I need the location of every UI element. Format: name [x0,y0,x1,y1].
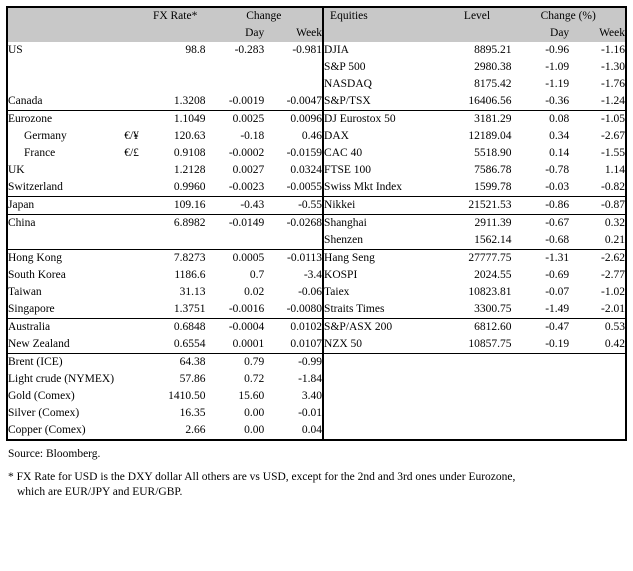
notes-block [8,447,618,501]
row-fx-week: -0.0268 [264,215,323,233]
row-pair [118,371,144,388]
header-blank-level-2 [443,25,512,42]
row-name [7,76,118,93]
row-name: Japan [7,197,118,215]
row-level: 1599.78 [474,181,512,194]
row-eq-week: 0.32 [569,215,626,233]
row-fx-week: 0.0324 [290,164,323,177]
table-row [7,128,626,145]
row-level: 8895.21 [474,44,512,57]
row-equity: FTSE 100 [323,162,443,179]
row-fx-rate: 1410.50 [168,390,206,403]
row-fx-rate [145,59,206,76]
row-fx-week: 0.0107 [290,338,323,351]
row-eq-week: -2.01 [569,301,626,319]
row-pair [118,93,144,111]
header-equities: Equities [323,7,443,25]
row-pair [118,354,144,372]
row-pair: €/¥ [124,130,139,143]
table-row [7,371,626,388]
header-level: Level [443,7,512,25]
footnote-line-2: which are EUR/JPY and EUR/GBP. [17,486,183,499]
row-fx-day: 0.72 [244,373,265,386]
row-fx-day: -0.0023 [228,181,265,194]
row-equity [323,388,443,405]
row-level: 6812.60 [443,319,512,337]
row-eq-day: -0.68 [545,234,570,247]
row-name: Germany [7,128,118,145]
table-body [7,42,626,440]
table-row [7,405,626,422]
row-equity: NASDAQ [323,76,443,93]
row-fx-week: -0.06 [298,286,323,299]
row-level: 5518.90 [474,147,512,160]
row-fx-day: -0.283 [234,44,265,57]
row-pair [118,76,144,93]
row-equity [323,354,443,372]
row-pair [118,284,144,301]
row-fx-week: 3.40 [301,390,323,403]
row-pair [118,301,144,319]
row-eq-day: -0.19 [545,338,570,351]
table-row [7,284,626,301]
row-equity: DAX [323,128,443,145]
row-name: Eurozone [7,111,118,129]
row-equity: KOSPI [323,267,443,284]
header-eq-day: Day [511,25,569,42]
header-blank-fx-2 [145,25,206,42]
row-eq-day [511,371,569,388]
row-fx-rate: 1.3208 [173,95,206,108]
row-fx-day [206,232,265,250]
row-pair: €/£ [124,147,139,160]
row-name: Gold (Comex) [7,388,118,405]
row-eq-week [569,422,626,440]
row-fx-day: -0.0004 [206,319,265,337]
row-level [443,422,512,440]
row-eq-day: 0.14 [549,147,570,160]
row-equity: Straits Times [323,301,443,319]
row-equity: CAC 40 [323,145,443,162]
row-eq-week [569,388,626,405]
row-eq-day [511,388,569,405]
row-fx-day: 0.0005 [206,250,265,268]
row-fx-week: -0.0080 [286,303,323,316]
row-name: Australia [7,319,118,337]
row-fx-week: -0.0055 [286,181,323,194]
row-level: 27777.75 [443,250,512,268]
row-equity [323,371,443,388]
row-level: 2024.55 [474,269,512,282]
row-fx-day: -0.0016 [228,303,265,316]
table-row [7,162,626,179]
row-fx-day [206,59,265,76]
row-name: Taiwan [7,284,118,301]
header-row-2 [7,25,626,42]
row-fx-week [264,232,323,250]
market-data-page [0,6,633,571]
row-name: China [7,215,118,233]
row-level [443,371,512,388]
header-change: Change [206,7,324,25]
row-fx-day: 0.0027 [232,164,265,177]
row-fx-rate: 98.8 [185,44,206,57]
row-pair [118,388,144,405]
row-fx-rate: 0.6554 [173,338,206,351]
row-name: South Korea [7,267,118,284]
row-fx-day: 0.79 [206,354,265,372]
row-name: France [7,145,118,162]
row-name: US [7,42,118,59]
row-eq-week: -0.82 [569,179,626,197]
row-eq-day [511,354,569,372]
row-fx-day: 0.00 [206,422,265,440]
header-blank-eq-2 [323,25,443,42]
row-eq-week: 0.53 [569,319,626,337]
row-fx-rate: 16.35 [179,407,206,420]
row-eq-week: 1.14 [569,162,626,179]
row-fx-rate: 7.8273 [145,250,206,268]
header-week: Week [264,25,323,42]
row-eq-day: -0.67 [511,215,569,233]
row-name: UK [7,162,118,179]
header-blank-pair-2 [118,25,144,42]
row-level: 21521.53 [443,197,512,215]
row-eq-week [569,405,626,422]
row-level: 2911.39 [443,215,512,233]
row-fx-rate [145,232,206,250]
row-level: 7586.78 [474,164,512,177]
row-fx-rate: 1.3751 [173,303,206,316]
row-name: Copper (Comex) [7,422,118,440]
table-row [7,145,626,162]
row-pair [118,111,144,129]
row-level: 2980.38 [474,61,512,74]
header-blank-name [7,7,118,25]
row-eq-week: 0.21 [569,232,626,250]
row-eq-week: -1.02 [569,284,626,301]
table-row [7,93,626,111]
row-eq-week: -1.76 [569,76,626,93]
row-fx-week: 0.04 [264,422,323,440]
row-eq-day: -0.36 [545,95,570,108]
row-level: 16406.56 [468,95,512,108]
row-eq-day: -0.07 [545,286,570,299]
row-fx-day: 0.02 [244,286,265,299]
row-name: Switzerland [7,179,118,197]
source-note: Source: Bloomberg. [8,448,101,460]
row-eq-week: -0.87 [569,197,626,215]
row-fx-week: 0.0096 [264,111,323,129]
row-equity: DJ Eurostox 50 [323,111,443,129]
row-equity [323,422,443,440]
row-fx-week: -0.99 [264,354,323,372]
row-eq-week: 0.42 [569,336,626,354]
row-equity: Swiss Mkt Index [323,179,443,197]
row-equity: DJIA [323,42,443,59]
row-name: Hong Kong [7,250,118,268]
row-eq-day [511,422,569,440]
row-eq-week: -2.77 [569,267,626,284]
row-name: Light crude (NYMEX) [7,371,118,388]
row-name: Canada [7,93,118,111]
row-fx-day: -0.43 [206,197,265,215]
row-fx-day: 15.60 [238,390,265,403]
row-fx-rate: 6.8982 [145,215,206,233]
row-fx-rate: 0.9960 [173,181,206,194]
row-pair [118,59,144,76]
row-eq-week [569,371,626,388]
row-name: Brent (ICE) [7,354,118,372]
row-eq-day: -0.03 [545,181,570,194]
row-pair [118,319,144,337]
row-fx-rate: 0.9108 [173,147,206,160]
table-row [7,267,626,284]
table-row [7,59,626,76]
row-equity: Shanghai [323,215,443,233]
row-fx-day: 0.0001 [232,338,265,351]
header-blank-pair [118,7,144,25]
header-row-1 [7,7,626,25]
row-eq-week: -1.16 [569,42,626,59]
table-row [7,232,626,250]
row-pair [118,42,144,59]
row-level: 12189.04 [468,130,512,143]
row-level: 1562.14 [474,234,512,247]
table-row [7,111,626,129]
row-fx-week: 0.46 [301,130,323,143]
row-fx-rate: 0.6848 [145,319,206,337]
table-row [7,422,626,440]
row-eq-week: -2.62 [569,250,626,268]
row-fx-week [264,59,323,76]
row-eq-day: 0.34 [549,130,570,143]
header-fx-rate: FX Rate* [145,7,206,25]
row-eq-week [569,354,626,372]
row-fx-week: -0.01 [298,407,323,420]
row-level: 10857.75 [468,338,512,351]
row-fx-day: 0.7 [249,269,265,282]
row-fx-rate: 1.1049 [145,111,206,129]
row-level [443,354,512,372]
row-eq-day: -1.09 [545,61,570,74]
row-pair [118,232,144,250]
row-equity: S&P/TSX [323,93,443,111]
row-fx-week [264,76,323,93]
header-change-pct: Change (%) [511,7,626,25]
row-pair [118,336,144,354]
row-pair [118,197,144,215]
row-level: 3300.75 [474,303,512,316]
table-row [7,197,626,215]
row-eq-day: -0.47 [511,319,569,337]
row-fx-week: -0.0047 [286,95,323,108]
row-equity: NZX 50 [323,336,443,354]
row-fx-rate: 1.2128 [173,164,206,177]
row-fx-rate: 31.13 [179,286,206,299]
row-fx-rate: 2.66 [145,422,206,440]
market-data-table [6,6,627,441]
row-fx-week: -0.0159 [286,147,323,160]
row-level: 8175.42 [474,78,512,91]
row-equity: Hang Seng [323,250,443,268]
row-equity: S&P 500 [323,59,443,76]
table-header [7,7,626,42]
table-row [7,301,626,319]
row-eq-week: -2.67 [569,128,626,145]
row-fx-week: 0.0102 [264,319,323,337]
table-row [7,76,626,93]
row-fx-day: 0.0025 [206,111,265,129]
row-fx-week: -0.55 [264,197,323,215]
row-fx-rate: 109.16 [145,197,206,215]
row-fx-week: -1.84 [298,373,323,386]
row-name: Singapore [7,301,118,319]
row-eq-day: -0.96 [545,44,570,57]
row-pair [118,250,144,268]
row-equity [323,405,443,422]
row-equity: Shenzen [323,232,443,250]
row-eq-week: -1.24 [569,93,626,111]
row-fx-day: -0.0149 [206,215,265,233]
row-fx-day: -0.0002 [228,147,265,160]
row-eq-day: -0.69 [545,269,570,282]
row-fx-week: -0.981 [292,44,323,57]
row-fx-rate: 120.63 [173,130,206,143]
row-name [7,59,118,76]
table-row [7,319,626,337]
table-row [7,336,626,354]
header-blank-name-2 [7,25,118,42]
row-name: New Zealand [7,336,118,354]
row-fx-day: 0.00 [244,407,265,420]
table-row [7,42,626,59]
footnote [8,470,618,501]
row-fx-day: -0.0019 [228,95,265,108]
row-eq-day [511,405,569,422]
row-eq-day: -0.86 [511,197,569,215]
row-pair [118,162,144,179]
row-level [443,388,512,405]
row-eq-day: -1.19 [545,78,570,91]
table-row [7,250,626,268]
header-eq-week: Week [569,25,626,42]
row-equity: Taiex [323,284,443,301]
row-fx-rate: 57.86 [179,373,206,386]
row-equity: Nikkei [323,197,443,215]
row-fx-week: -3.4 [303,269,323,282]
row-equity: S&P/ASX 200 [323,319,443,337]
row-name: Silver (Comex) [7,405,118,422]
row-fx-rate [145,76,206,93]
row-name [7,232,118,250]
row-fx-rate: 1186.6 [174,269,206,282]
row-level: 10823.81 [468,286,512,299]
row-fx-day: -0.18 [240,130,265,143]
row-eq-week: -1.05 [569,111,626,129]
row-pair [118,267,144,284]
row-eq-week: -1.30 [569,59,626,76]
row-pair [118,215,144,233]
row-eq-week: -1.55 [569,145,626,162]
row-eq-day: -1.49 [545,303,570,316]
table-row [7,388,626,405]
row-pair [118,179,144,197]
row-eq-day: -0.78 [545,164,570,177]
table-row [7,179,626,197]
row-level [443,405,512,422]
row-fx-rate: 64.38 [145,354,206,372]
table-row [7,215,626,233]
row-level: 3181.29 [443,111,512,129]
row-pair [118,422,144,440]
row-fx-day [206,76,265,93]
footnote-line-1: * FX Rate for USD is the DXY dollar All others are vs USD, except for the 2nd and 3rd ones under Eurozone, [8,470,516,483]
row-fx-week: -0.0113 [264,250,323,268]
row-eq-day: 0.08 [511,111,569,129]
row-eq-day: -1.31 [511,250,569,268]
table-row [7,354,626,372]
row-pair [118,405,144,422]
header-day: Day [206,25,265,42]
